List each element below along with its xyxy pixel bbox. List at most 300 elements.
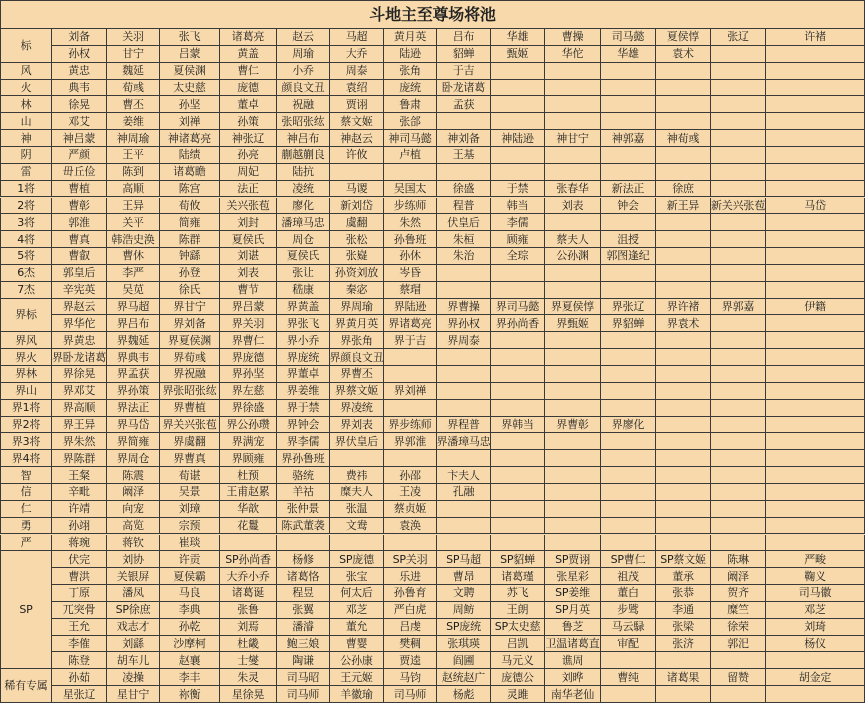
hero-cell: 卞夫人 bbox=[437, 467, 491, 484]
hero-cell: 马元义 bbox=[491, 652, 545, 669]
hero-cell: 董白 bbox=[601, 585, 656, 602]
hero-cell: 界甄姬 bbox=[545, 315, 601, 332]
hero-cell bbox=[601, 147, 656, 164]
hero-cell bbox=[711, 467, 766, 484]
page-title: 斗地主至尊场将池 bbox=[0, 0, 865, 29]
hero-cell: 高顺 bbox=[107, 181, 160, 198]
hero-cell bbox=[766, 282, 865, 299]
hero-cell: 曹丕 bbox=[107, 96, 160, 113]
hero-cell: 蔡贞姬 bbox=[384, 501, 437, 518]
hero-cell: SP蔡文姬 bbox=[656, 551, 711, 568]
category-label: 仁 bbox=[0, 501, 52, 518]
hero-cell bbox=[766, 501, 865, 518]
hero-cell: 界董卓 bbox=[277, 366, 330, 383]
hero-cell bbox=[656, 265, 711, 282]
hero-cell: 张星彩 bbox=[545, 568, 601, 585]
hero-cell: 张角 bbox=[384, 63, 437, 80]
hero-cell: 韩当 bbox=[491, 198, 545, 215]
hero-cell: 张昭张纮 bbox=[277, 113, 330, 130]
hero-cell bbox=[384, 349, 437, 366]
hero-cell: 程普 bbox=[437, 198, 491, 215]
hero-cell: 黄盖 bbox=[220, 46, 277, 63]
hero-cell: 骆统 bbox=[277, 467, 330, 484]
hero-cell: 小乔 bbox=[277, 63, 330, 80]
hero-cell: SP贾诩 bbox=[545, 551, 601, 568]
hero-cell: 神周瑜 bbox=[107, 130, 160, 147]
hero-cell: 关平 bbox=[107, 214, 160, 231]
category-label: 界1将 bbox=[0, 400, 52, 417]
hero-cell bbox=[545, 400, 601, 417]
hero-cell bbox=[711, 450, 766, 467]
hero-cell: 辛宪英 bbox=[52, 282, 107, 299]
hero-cell: 蒋琬 bbox=[52, 535, 107, 552]
hero-cell: 戏志才 bbox=[107, 619, 160, 636]
hero-cell bbox=[711, 433, 766, 450]
hero-cell: 徐盛 bbox=[437, 181, 491, 198]
hero-cell: 陈群 bbox=[160, 231, 220, 248]
hero-cell: 夏侯氏 bbox=[277, 248, 330, 265]
hero-cell bbox=[711, 366, 766, 383]
hero-cell bbox=[545, 147, 601, 164]
hero-cell bbox=[766, 80, 865, 97]
hero-cell: 李傕 bbox=[52, 636, 107, 653]
hero-cell bbox=[766, 383, 865, 400]
hero-cell: 王凌 bbox=[384, 484, 437, 501]
category-label: 风 bbox=[0, 63, 52, 80]
hero-cell bbox=[545, 349, 601, 366]
hero-cell: 贾诩 bbox=[330, 96, 384, 113]
hero-cell: 孙休 bbox=[384, 248, 437, 265]
hero-cell: 毌丘俭 bbox=[52, 164, 107, 181]
hero-cell bbox=[545, 265, 601, 282]
hero-cell: 李丰 bbox=[160, 669, 220, 686]
hero-cell: 界简雍 bbox=[107, 433, 160, 450]
hero-cell: 界司马懿 bbox=[491, 299, 545, 316]
hero-cell: 陈到 bbox=[107, 164, 160, 181]
hero-cell: 神张辽 bbox=[220, 130, 277, 147]
hero-cell bbox=[545, 433, 601, 450]
hero-cell: 界刘备 bbox=[160, 315, 220, 332]
category-label: 4将 bbox=[0, 231, 52, 248]
hero-cell bbox=[766, 164, 865, 181]
hero-cell: 界张昭张纮 bbox=[160, 383, 220, 400]
hero-cell: 刘备 bbox=[52, 29, 107, 46]
hero-cell: 祝融 bbox=[277, 96, 330, 113]
hero-cell: 界王异 bbox=[52, 417, 107, 434]
hero-cell: 蔡文姬 bbox=[330, 113, 384, 130]
category-label: 界4将 bbox=[0, 450, 52, 467]
hero-cell: 新王异 bbox=[656, 198, 711, 215]
hero-cell bbox=[711, 332, 766, 349]
hero-cell bbox=[491, 63, 545, 80]
hero-cell: 界卧龙诸葛 bbox=[52, 349, 107, 366]
hero-cell: 司马徽 bbox=[766, 585, 865, 602]
category-label: 稀有专属 bbox=[0, 669, 52, 703]
hero-cell: 嵇康 bbox=[277, 282, 330, 299]
hero-cell bbox=[491, 366, 545, 383]
hero-cell: 邓芝 bbox=[766, 602, 865, 619]
hero-cell bbox=[656, 349, 711, 366]
hero-cell: 大乔小乔 bbox=[220, 568, 277, 585]
hero-cell: 孙茹 bbox=[52, 669, 107, 686]
hero-cell: 伏完 bbox=[52, 551, 107, 568]
hero-cell bbox=[601, 349, 656, 366]
hero-cell bbox=[711, 248, 766, 265]
hero-cell: 陈震 bbox=[107, 467, 160, 484]
hero-cell: 邓芝 bbox=[330, 602, 384, 619]
hero-cell: 袁绍 bbox=[330, 80, 384, 97]
hero-cell: 华歆 bbox=[220, 501, 277, 518]
hero-cell: SP孙尚香 bbox=[220, 551, 277, 568]
hero-cell: 吴苋 bbox=[107, 282, 160, 299]
hero-cell: 界赵云 bbox=[52, 299, 107, 316]
hero-cell bbox=[766, 484, 865, 501]
hero-cell: 界步练师 bbox=[384, 417, 437, 434]
hero-cell bbox=[656, 467, 711, 484]
hero-cell bbox=[711, 231, 766, 248]
hero-cell: 界周仓 bbox=[107, 450, 160, 467]
hero-cell: 陆绩 bbox=[160, 147, 220, 164]
hero-cell: 马超 bbox=[330, 29, 384, 46]
hero-cell bbox=[656, 113, 711, 130]
hero-cell: 界孙鲁班 bbox=[277, 450, 330, 467]
hero-cell: 吕凯 bbox=[491, 636, 545, 653]
hero-cell bbox=[491, 501, 545, 518]
hero-cell: 界关羽 bbox=[220, 315, 277, 332]
hero-cell bbox=[545, 113, 601, 130]
hero-cell: 吕虔 bbox=[384, 619, 437, 636]
hero-cell bbox=[766, 535, 865, 552]
hero-cell: 曹叡 bbox=[52, 248, 107, 265]
hero-cell: SP曹仁 bbox=[601, 551, 656, 568]
hero-cell: 杜预 bbox=[220, 467, 277, 484]
hero-cell bbox=[766, 46, 865, 63]
hero-cell: 界陆逊 bbox=[384, 299, 437, 316]
hero-cell bbox=[545, 484, 601, 501]
hero-cell: 神赵云 bbox=[330, 130, 384, 147]
hero-cell: 马云騄 bbox=[601, 619, 656, 636]
hero-cell: 简雍 bbox=[160, 214, 220, 231]
hero-cell: 潘璋马忠 bbox=[277, 214, 330, 231]
hero-cell: 糜竺 bbox=[711, 602, 766, 619]
hero-cell bbox=[437, 535, 491, 552]
hero-cell bbox=[711, 652, 766, 669]
hero-cell bbox=[545, 467, 601, 484]
hero-cell bbox=[766, 332, 865, 349]
hero-cell: 周鲂 bbox=[437, 602, 491, 619]
hero-cell: 羊徽瑜 bbox=[330, 686, 384, 703]
hero-cell bbox=[711, 46, 766, 63]
hero-cell bbox=[656, 231, 711, 248]
hero-cell: 界甘宁 bbox=[160, 299, 220, 316]
hero-cell: 马谡 bbox=[330, 181, 384, 198]
hero-cell: 花鬘 bbox=[220, 518, 277, 535]
hero-cell: 张宝 bbox=[330, 568, 384, 585]
hero-cell: 黄忠 bbox=[52, 63, 107, 80]
hero-cell bbox=[545, 214, 601, 231]
category-label: 阴 bbox=[0, 147, 52, 164]
hero-cell bbox=[437, 349, 491, 366]
hero-cell: 大乔 bbox=[330, 46, 384, 63]
hero-cell: SP庞统 bbox=[437, 619, 491, 636]
hero-cell: 张松 bbox=[330, 231, 384, 248]
hero-cell bbox=[384, 450, 437, 467]
hero-cell: 孔融 bbox=[437, 484, 491, 501]
hero-cell bbox=[601, 518, 656, 535]
hero-cell: 马良 bbox=[160, 585, 220, 602]
hero-cell: 苏飞 bbox=[491, 585, 545, 602]
hero-cell: 凌统 bbox=[277, 181, 330, 198]
hero-cell: 士燮 bbox=[220, 652, 277, 669]
category-label: 标 bbox=[0, 29, 52, 63]
hero-cell bbox=[491, 147, 545, 164]
hero-cell: SP太史慈 bbox=[491, 619, 545, 636]
hero-cell: 贺齐 bbox=[711, 585, 766, 602]
hero-cell bbox=[766, 467, 865, 484]
hero-cell bbox=[491, 282, 545, 299]
hero-cell: 王朗 bbox=[491, 602, 545, 619]
hero-cell: 虞翻 bbox=[330, 214, 384, 231]
hero-cell: 周瑜 bbox=[277, 46, 330, 63]
hero-cell bbox=[601, 63, 656, 80]
hero-cell: 界陈群 bbox=[52, 450, 107, 467]
hero-cell: 界许褚 bbox=[656, 299, 711, 316]
hero-cell: 界孙尚香 bbox=[491, 315, 545, 332]
hero-cell bbox=[601, 164, 656, 181]
hero-cell: 神诸葛亮 bbox=[160, 130, 220, 147]
hero-cell: 公孙康 bbox=[330, 652, 384, 669]
hero-cell: 界高顺 bbox=[52, 400, 107, 417]
hero-cell: 诸葛恪 bbox=[277, 568, 330, 585]
hero-cell: 界张角 bbox=[330, 332, 384, 349]
hero-cell: 刘晔 bbox=[545, 669, 601, 686]
hero-cell: 新刘岱 bbox=[330, 198, 384, 215]
hero-cell: 界郭淮 bbox=[384, 433, 437, 450]
hero-cell: 刘表 bbox=[545, 198, 601, 215]
hero-cell: 张让 bbox=[277, 265, 330, 282]
hero-cell: 曹休 bbox=[107, 248, 160, 265]
hero-cell: 界夏侯渊 bbox=[160, 332, 220, 349]
hero-cell bbox=[545, 63, 601, 80]
hero-cell: 界华佗 bbox=[52, 315, 107, 332]
hero-cell: 界孙坚 bbox=[220, 366, 277, 383]
hero-cell bbox=[766, 450, 865, 467]
hero-cell: 界庞统 bbox=[277, 349, 330, 366]
hero-cell bbox=[766, 518, 865, 535]
hero-cell: 孙策 bbox=[220, 113, 277, 130]
hero-cell: SP庞德 bbox=[330, 551, 384, 568]
hero-cell bbox=[545, 282, 601, 299]
hero-cell bbox=[711, 315, 766, 332]
hero-cell: 神荀彧 bbox=[656, 130, 711, 147]
hero-cell: 孙邵 bbox=[384, 467, 437, 484]
hero-cell bbox=[220, 535, 277, 552]
hero-cell: 袁涣 bbox=[384, 518, 437, 535]
hero-cell bbox=[766, 686, 865, 703]
hero-cell bbox=[384, 535, 437, 552]
hero-cell: 曹洪 bbox=[52, 568, 107, 585]
hero-cell: 刘璋 bbox=[160, 501, 220, 518]
hero-cell: 刘协 bbox=[107, 551, 160, 568]
hero-cell: 伊籍 bbox=[766, 299, 865, 316]
hero-cell: 朱桓 bbox=[437, 231, 491, 248]
hero-cell: 司马昭 bbox=[277, 669, 330, 686]
hero-cell: 糜夫人 bbox=[330, 484, 384, 501]
hero-cell: 步练师 bbox=[384, 198, 437, 215]
hero-cell: 界貂蝉 bbox=[601, 315, 656, 332]
hero-cell: 界法正 bbox=[107, 400, 160, 417]
hero-cell bbox=[491, 535, 545, 552]
hero-cell: 秦宓 bbox=[330, 282, 384, 299]
hero-cell: 界魏延 bbox=[107, 332, 160, 349]
hero-cell: 刘禅 bbox=[160, 113, 220, 130]
hero-cell: 华雄 bbox=[491, 29, 545, 46]
hero-cell bbox=[656, 214, 711, 231]
hero-cell: 诸葛瞻 bbox=[160, 164, 220, 181]
hero-cell: 潘凤 bbox=[107, 585, 160, 602]
hero-cell: 丁原 bbox=[52, 585, 107, 602]
hero-cell: 界马超 bbox=[107, 299, 160, 316]
hero-cell: 界颜良文丑 bbox=[330, 349, 384, 366]
hero-cell: 界刘表 bbox=[330, 417, 384, 434]
hero-cell: 关银屏 bbox=[107, 568, 160, 585]
hero-cell: 曹节 bbox=[220, 282, 277, 299]
hero-cell: 钟繇 bbox=[160, 248, 220, 265]
hero-cell: 韩浩史涣 bbox=[107, 231, 160, 248]
hero-cell bbox=[330, 450, 384, 467]
hero-cell: 界钟会 bbox=[277, 417, 330, 434]
hero-cell bbox=[330, 535, 384, 552]
hero-cell bbox=[545, 383, 601, 400]
hero-cell: 界姜维 bbox=[277, 383, 330, 400]
hero-cell bbox=[491, 349, 545, 366]
hero-cell bbox=[711, 383, 766, 400]
hero-cell: 伏皇后 bbox=[437, 214, 491, 231]
hero-cell: 蒋钦 bbox=[107, 535, 160, 552]
hero-cell: 曹植 bbox=[52, 181, 107, 198]
hero-cell: 界袁术 bbox=[656, 315, 711, 332]
hero-cell: 界曹彰 bbox=[545, 417, 601, 434]
hero-cell bbox=[437, 265, 491, 282]
hero-cell: 杨仪 bbox=[766, 636, 865, 653]
hero-cell bbox=[601, 214, 656, 231]
hero-cell: 孙鲁育 bbox=[384, 585, 437, 602]
hero-cell: 界刘禅 bbox=[384, 383, 437, 400]
hero-cell bbox=[601, 535, 656, 552]
hero-cell bbox=[766, 315, 865, 332]
hero-cell bbox=[656, 535, 711, 552]
hero-cell bbox=[766, 366, 865, 383]
hero-cell: 司马懿 bbox=[601, 29, 656, 46]
hero-cell: 界曹真 bbox=[160, 450, 220, 467]
hero-cell: 于吉 bbox=[437, 63, 491, 80]
hero-cell: 界典韦 bbox=[107, 349, 160, 366]
hero-cell: 严颜 bbox=[52, 147, 107, 164]
hero-cell: 界朱然 bbox=[52, 433, 107, 450]
hero-cell: 神吕蒙 bbox=[52, 130, 107, 147]
hero-cell: 樊稠 bbox=[384, 636, 437, 653]
hero-cell: 界庞德 bbox=[220, 349, 277, 366]
hero-cell: 孙登 bbox=[160, 265, 220, 282]
hero-cell: 曹纯 bbox=[601, 669, 656, 686]
hero-cell: 兀突骨 bbox=[52, 602, 107, 619]
hero-cell: 界曹丕 bbox=[330, 366, 384, 383]
category-label: 严 bbox=[0, 535, 52, 552]
hero-cell: 界虞翻 bbox=[160, 433, 220, 450]
hero-cell bbox=[601, 113, 656, 130]
hero-cell: 界李儒 bbox=[277, 433, 330, 450]
hero-cell bbox=[656, 383, 711, 400]
hero-cell bbox=[384, 400, 437, 417]
hero-cell: 界吕布 bbox=[107, 315, 160, 332]
hero-cell bbox=[711, 349, 766, 366]
hero-cell: 朱治 bbox=[437, 248, 491, 265]
hero-cell bbox=[601, 433, 656, 450]
hero-cell: 张梁 bbox=[656, 619, 711, 636]
hero-cell: 荀谌 bbox=[160, 467, 220, 484]
hero-cell: 黄月英 bbox=[384, 29, 437, 46]
hero-cell: 吴国太 bbox=[384, 181, 437, 198]
hero-cell: 华雄 bbox=[601, 46, 656, 63]
hero-cell: 贾逵 bbox=[384, 652, 437, 669]
category-label: 林 bbox=[0, 96, 52, 113]
hero-cell: 祢衡 bbox=[160, 686, 220, 703]
hero-cell: 郭图逢纪 bbox=[601, 248, 656, 265]
hero-cell: 周泰 bbox=[330, 63, 384, 80]
hero-cell: 董承 bbox=[656, 568, 711, 585]
hero-cell bbox=[656, 332, 711, 349]
hero-cell: 诸葛瑾 bbox=[491, 568, 545, 585]
category-label: 雷 bbox=[0, 164, 52, 181]
hero-cell: 荀攸 bbox=[160, 198, 220, 215]
hero-cell bbox=[491, 332, 545, 349]
hero-cell: 杨修 bbox=[277, 551, 330, 568]
hero-cell: 曹操 bbox=[545, 29, 601, 46]
hero-cell bbox=[711, 417, 766, 434]
hero-cell: 界关兴张苞 bbox=[160, 417, 220, 434]
hero-cell bbox=[711, 518, 766, 535]
hero-cell bbox=[601, 686, 656, 703]
hero-cell: 界凌统 bbox=[330, 400, 384, 417]
hero-cell bbox=[437, 501, 491, 518]
hero-cell: 严白虎 bbox=[384, 602, 437, 619]
hero-cell bbox=[437, 400, 491, 417]
hero-cell bbox=[330, 164, 384, 181]
hero-cell: 阚泽 bbox=[107, 484, 160, 501]
hero-cell: 马岱 bbox=[766, 198, 865, 215]
hero-cell: 界徐晃 bbox=[52, 366, 107, 383]
hero-cell: 周仓 bbox=[277, 231, 330, 248]
hero-cell: 界祝融 bbox=[160, 366, 220, 383]
hero-cell bbox=[601, 282, 656, 299]
hero-cell bbox=[491, 383, 545, 400]
hero-cell bbox=[656, 164, 711, 181]
hero-cell bbox=[711, 686, 766, 703]
hero-cell: 关兴张苞 bbox=[220, 198, 277, 215]
hero-cell: 吕布 bbox=[437, 29, 491, 46]
hero-cell: 姜维 bbox=[107, 113, 160, 130]
hero-cell: 诸葛果 bbox=[656, 669, 711, 686]
hero-cell: 王粲 bbox=[52, 467, 107, 484]
hero-cell: 刘封 bbox=[220, 214, 277, 231]
category-label: 1将 bbox=[0, 181, 52, 198]
hero-cell bbox=[437, 282, 491, 299]
hero-cell: 于禁 bbox=[491, 181, 545, 198]
hero-cell bbox=[601, 450, 656, 467]
hero-cell bbox=[601, 484, 656, 501]
hero-cell bbox=[384, 366, 437, 383]
hero-cell bbox=[656, 147, 711, 164]
